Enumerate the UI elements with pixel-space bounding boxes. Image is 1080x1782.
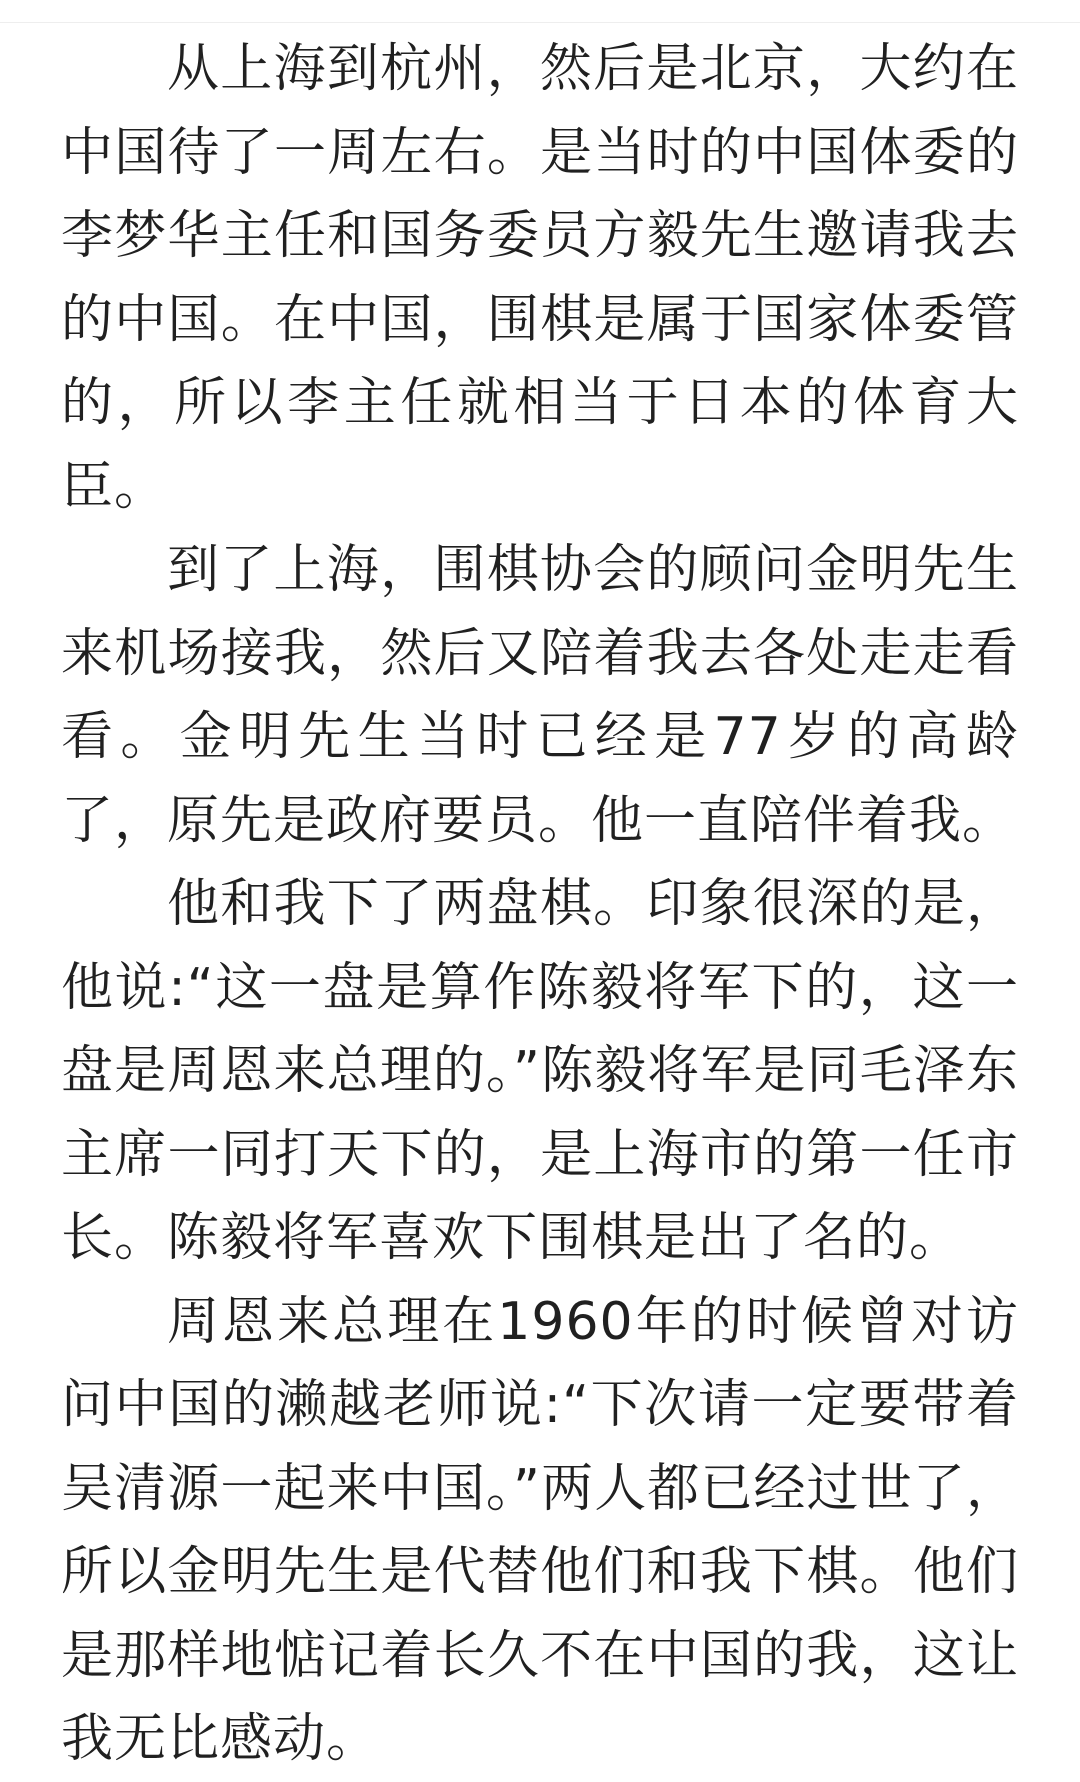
paragraph: 到了上海，围棋协会的顾问金明先生来机场接我，然后又陪着我去各处走走看看。金明先生当时已经是77岁的高龄了，原先是政府要员。他一直陪伴着我。 bbox=[61, 540, 1019, 851]
paragraph: 他和我下了两盘棋。印象很深的是，他说:“这一盘是算作陈毅将军下的，这一盘是周恩来总理的。”陈毅将军是同毛泽东主席一同打天下的，是上海市的第一任市长。陈毅将军喜欢下围棋是出了名的。 bbox=[61, 874, 1019, 1268]
paragraph: 周恩来总理在1960年的时候曾对访问中国的濑越老师说:“下次请一定要带着吴清源一起来中国。”两人都已经过世了，所以金明先生是代替他们和我下棋。他们是那样地惦记着长久不在中国的我，这让我无比感动。 bbox=[61, 1291, 1019, 1769]
top-divider bbox=[0, 0, 1080, 23]
article-body bbox=[61, 28, 1019, 1782]
paragraph: 从上海到杭州，然后是北京，大约在中国待了一周左右。是当时的中国体委的李梦华主任和国务委员方毅先生邀请我去的中国。在中国，围棋是属于国家体委管的，所以李主任就相当于日本的体育大臣。 bbox=[61, 39, 1019, 517]
